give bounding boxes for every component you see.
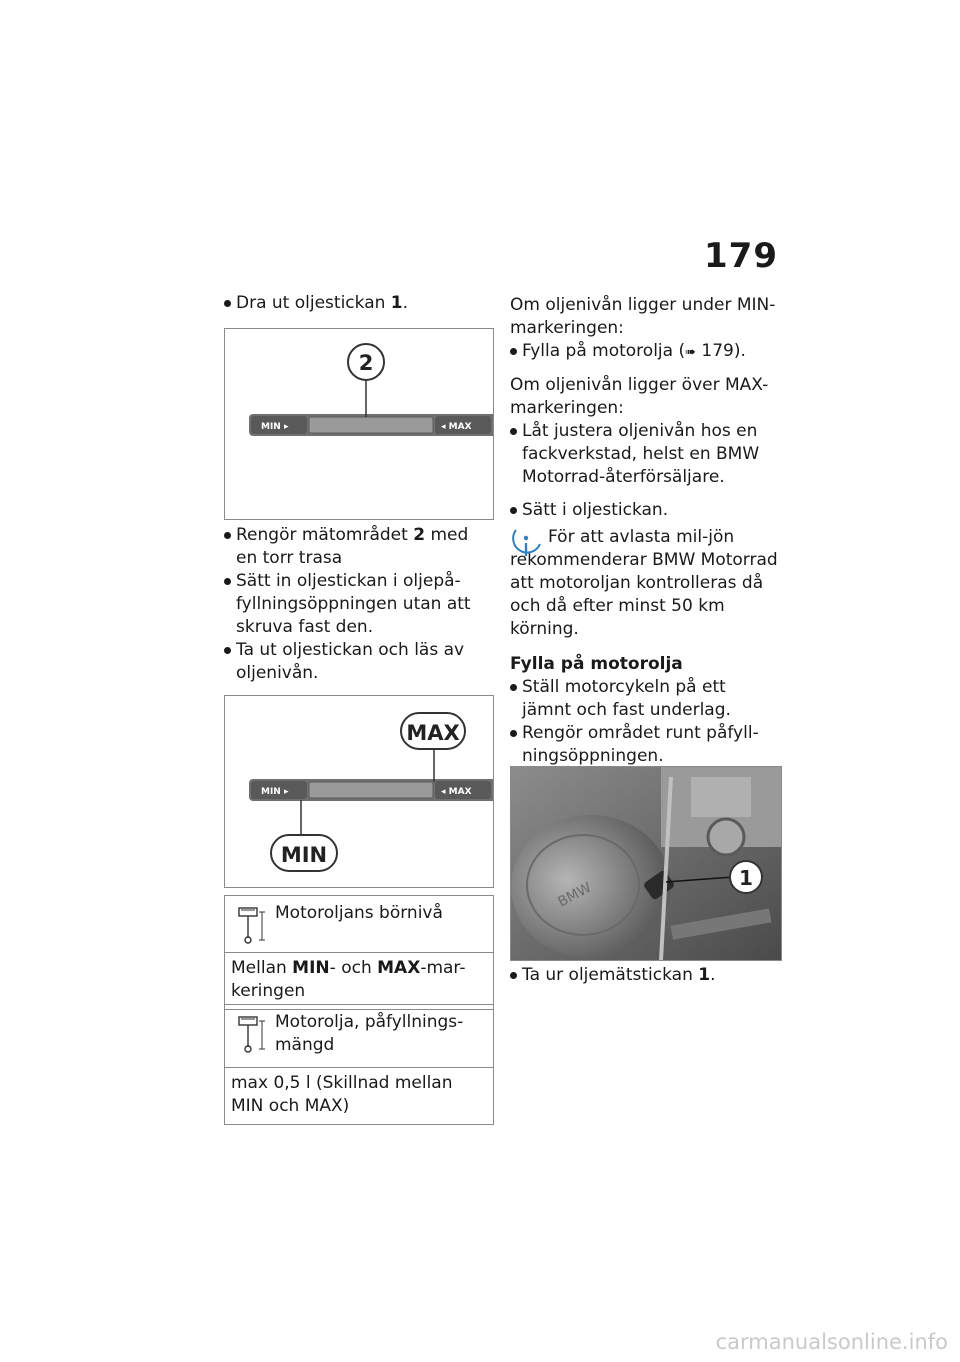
dipstick-min-max-illustration: [225, 696, 493, 887]
dipstick-max-label: ◂ MAX: [441, 787, 472, 797]
callout-1: 1: [739, 866, 753, 890]
spec-title: Motorolja, påfyllnings-mängd: [275, 1012, 464, 1055]
engine-logo: BMW: [555, 879, 595, 911]
arrow-right-icon: ➠: [685, 345, 697, 360]
dipstick-figure-measuring-area: [224, 328, 494, 520]
spec-header: [225, 1005, 493, 1068]
list-item: Sätt i oljestickan.: [510, 499, 780, 522]
engine-illustration: [511, 767, 781, 960]
list-item: Sätt in oljestickan i oljepå-fyllningsöppningen utan att skruva fast den.: [224, 570, 494, 639]
spec-header: [225, 896, 493, 953]
list-item: Ta ut oljestickan och läs av oljenivån.: [224, 639, 494, 685]
condition-below-min: Om oljenivån ligger under MIN-markeringen:: [510, 295, 776, 338]
callout-min: MIN: [280, 843, 328, 867]
step-remove-dipstick: [510, 964, 780, 987]
dipstick-figure-min-max: [224, 695, 494, 888]
dipstick-max-label: ◂ MAX: [441, 422, 472, 432]
oil-dipstick-icon: [237, 1013, 267, 1055]
condition-above-max: Om oljenivån ligger över MAX-markeringen:: [510, 375, 769, 418]
list-item: Ställ motorcykeln på ett jämnt och fast underlag.: [510, 676, 780, 722]
info-icon: [510, 528, 542, 564]
engine-photo-filler: [510, 766, 782, 961]
dipstick-illustration: [225, 329, 493, 519]
spec-oil-fill-quantity: [224, 1004, 494, 1125]
page-number: 179: [704, 236, 778, 276]
spec-value: Mellan MIN- och MAX-mar-keringen: [231, 958, 466, 1001]
list-item: Låt justera oljenivån hos en fackverkstad, helst en BMW Motorrad-återförsäljare.: [510, 420, 780, 489]
cleaning-steps: [224, 524, 494, 685]
list-item: Dra ut oljestickan 1.: [224, 292, 494, 315]
spec-title: Motoroljans börnivå: [275, 903, 443, 923]
right-column-text: [510, 294, 780, 768]
step-pull-dipstick: [224, 292, 494, 315]
dipstick-min-label: MIN ▸: [261, 422, 289, 432]
callout-max: MAX: [406, 721, 460, 745]
list-item: Ta ur oljemätstickan 1.: [510, 964, 780, 987]
spec-value: max 0,5 l (Skillnad mellan MIN och MAX): [231, 1073, 453, 1116]
section-heading: Fylla på motorolja: [510, 654, 683, 674]
watermark: carmanualsonline.info: [715, 1330, 948, 1354]
dipstick-min-label: MIN ▸: [261, 787, 289, 797]
list-item: Rengör mätområdet 2 med en torr trasa: [224, 524, 494, 570]
oil-dipstick-icon: [237, 904, 267, 946]
info-text: För att avlasta mil-jön rekommenderar BMW Motorrad att motoroljan kontrolleras då och då efter minst 50 km körning.: [510, 527, 778, 639]
list-item: Fylla på motorolja (➠ 179).: [510, 340, 780, 364]
spec-oil-level: [224, 895, 494, 1010]
info-note: [510, 526, 780, 641]
list-item: Rengör området runt påfyll-ningsöppningen.: [510, 722, 780, 768]
callout-2: 2: [358, 351, 374, 375]
